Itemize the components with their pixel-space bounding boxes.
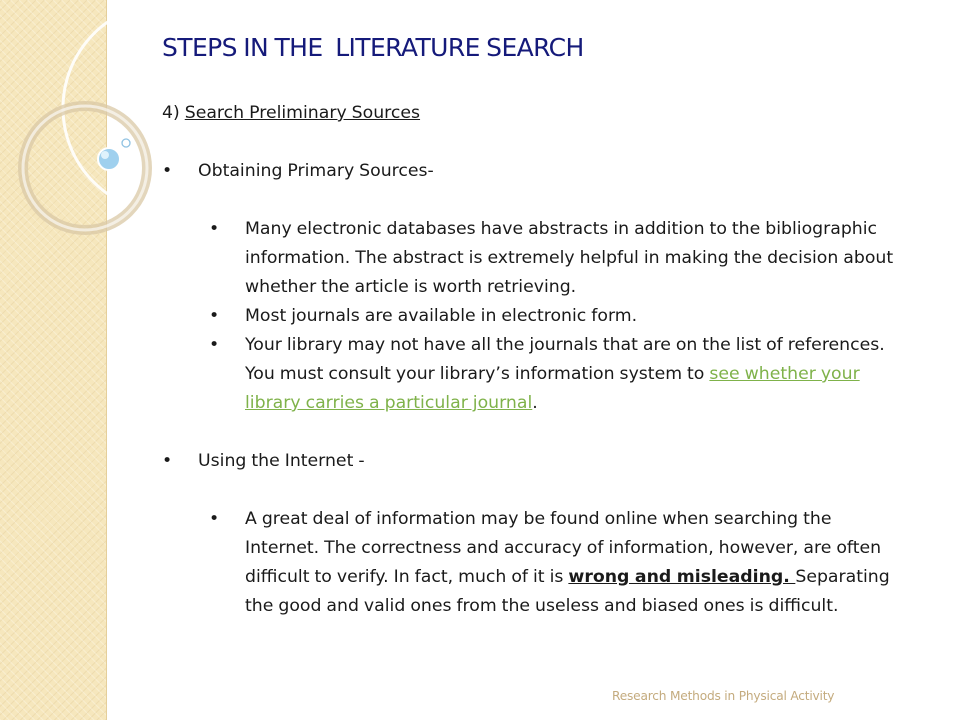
step-heading <box>162 99 902 128</box>
slide-body <box>162 99 902 621</box>
list-item-text: A great deal of information may be found online when searching the Internet. The correctness and accuracy of information, however, are often difficult to verify. In fact, much of it is <box>245 509 882 587</box>
list-item: • Many electronic databases have abstracts in addition to the bibliographic information. The abstract is extremely helpful in making the decision about whether the article is worth retrieving. <box>245 215 902 302</box>
list-item <box>245 505 902 621</box>
step-number: 4) <box>162 103 185 123</box>
step-label: Search Preliminary Sources <box>184 103 421 123</box>
slide-footer: Research Methods in Physical Activity <box>612 689 835 703</box>
slide-title: STEPS IN THE LITERATURE SEARCH <box>162 33 584 62</box>
emphasis-text: wrong and misleading. <box>568 567 796 587</box>
primary-sources-list <box>162 215 902 418</box>
list-item <box>245 331 902 418</box>
section-heading-internet: • Using the Internet - <box>162 447 902 476</box>
section-heading-primary-sources: • Obtaining Primary Sources- <box>162 157 902 186</box>
list-item-text: Your library may not have all the journals that are on the list of references. You must consult your library’s information system to <box>245 335 885 384</box>
list-item: • Most journals are available in electronic form. <box>245 302 902 331</box>
list-item-text-end: Separating the good and valid ones from the useless and biased ones is difficult. <box>245 567 890 616</box>
link-suffix: . <box>532 393 538 413</box>
internet-list <box>162 505 902 621</box>
library-journal-link[interactable]: see whether your library carries a particular journal <box>245 364 860 413</box>
